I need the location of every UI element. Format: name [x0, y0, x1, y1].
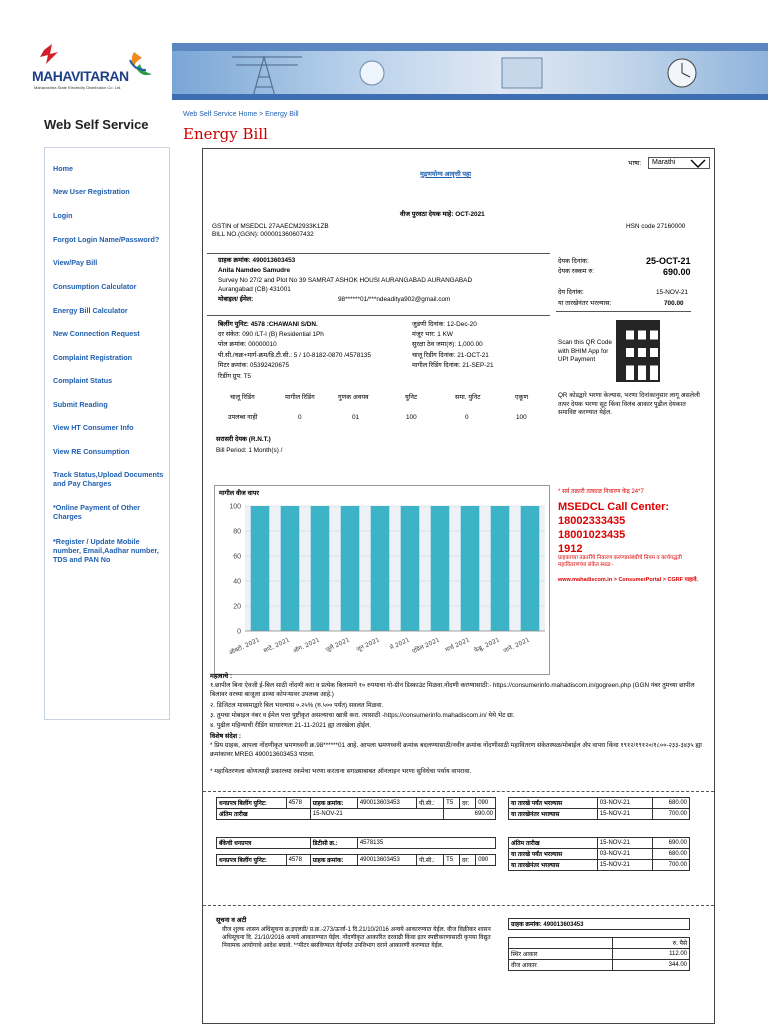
stub-unit-value: 4578 [286, 798, 310, 809]
reading-value-units: 100 [406, 414, 417, 421]
fixed-charge-value: 112.00 [612, 949, 689, 960]
consumption-bar-chart [215, 498, 551, 674]
fixed-charge-label: स्थिर आकार [509, 949, 613, 960]
sidebar-nav [44, 147, 170, 720]
charges-unit-header: रु. पैसे [612, 938, 689, 949]
bill-month: वीज पुरवठा देयक माहे: OCT-2021 [400, 211, 485, 218]
stub2-tariff-value: 090 [476, 855, 496, 866]
tariff-code: दर संकेत: 090 /LT-I (B) Residential 1Ph [218, 331, 324, 338]
gstin: GSTIN of MSEDCL 27AAECM2933K1ZB [212, 223, 329, 230]
y-tick-label: 100 [229, 503, 241, 511]
bill-period: Bill Period: 1 Month(s) / [216, 447, 283, 454]
helpline-phone-3[interactable]: 1912 [558, 543, 583, 555]
special-message-1: * प्रिय ग्राहक, आपला नोंदणीकृत भ्रमणध्वनी क्र.98******01 आहे. आपला भ्रमणध्वनी क्रमांक बदलण्यासाठी/नवीन क्रमांक नोंदणीसाठी महावितरण संकेतस्थळ/मोबाईल ॲप वापरा किंवा १९१२/१९१२०/१८००-२३३-३४३५ ह्या क्रमांकावर MREG 490013603453 पाठवा. [210, 742, 702, 758]
language-select-value: Marathi [652, 159, 676, 166]
table-row [217, 838, 496, 849]
stub-before-date: 03-NOV-21 [597, 798, 652, 809]
table-row [217, 798, 496, 809]
reading-value-total: 100 [516, 414, 527, 421]
table-row [509, 849, 690, 860]
energy-charge-label: वीज आकार [509, 960, 613, 971]
table-row [509, 949, 690, 960]
sidebar-item-register-update-mobile[interactable]: *Register / Update Mobile number, Email,Aadhar number, TDS and PAN No [53, 537, 159, 564]
mahavitaran-logo[interactable] [30, 42, 170, 102]
bank-stub-label: बँकेची धनप्रपत्र [217, 838, 311, 849]
notice-title: सूचना व अटी [216, 917, 247, 924]
reading-header-total: एकूण [515, 394, 529, 401]
reading-header-adj-units: समा. युनिट [455, 394, 481, 401]
helpline-phone-1[interactable]: 18002333435 [558, 515, 626, 527]
special-message-2: * महावितरणला कोणत्याही प्रकारच्या रकमेचा भरणा करताना सगळ्याबाबत ऑनलाइन भरणा सुविधेचा पर्याय वापरावा. [210, 768, 472, 775]
header-banner-image [172, 43, 768, 100]
sidebar-item-view-re-consumption[interactable]: View RE Consumption [53, 447, 130, 456]
average-bill-label: सरासरी देयक (R.N.T.) [216, 436, 271, 443]
upi-qr-code[interactable] [616, 320, 660, 382]
x-tick-label: मे 2021 [389, 636, 411, 652]
note-4: ४. पुढील महिन्याची रीडिंग साधारणतः 21-11-2021 ह्या तारखेला होईल. [210, 722, 371, 729]
stub-last-date-label: अंतिम तारीख [217, 809, 311, 820]
helpline-top: * सर्व तक्रारी तत्काळ निवारण केंद्र 24*7 [558, 489, 644, 495]
reading-header-current: चालू रिडिंग [230, 394, 255, 401]
stub-after-label: या तारखेनंतर भरल्यास [509, 809, 598, 820]
stub2-tariff-label: दर: [459, 855, 475, 866]
stub2-unit-value: 4578 [286, 855, 310, 866]
stub-last-date-amount: 690.00 [444, 809, 496, 820]
stub2-pc-value: T5 [444, 855, 460, 866]
sidebar-item-submit-reading[interactable]: Submit Reading [53, 400, 108, 409]
stub-unit-label: धनप्रपत्र बिलींग युनिट: [217, 798, 287, 809]
bill-date-label: देयक दिनांक: [558, 258, 589, 265]
table-row [509, 938, 690, 949]
table-row [217, 855, 496, 866]
consumption-bar [431, 506, 450, 631]
x-tick-label: जून 2021 [355, 636, 381, 654]
sidebar-item-view-ht-consumer-info[interactable]: View HT Consumer Info [53, 423, 134, 432]
after-due-amount: 700.00 [664, 300, 684, 307]
security-deposit: सुरक्षा ठेव जमा(रु): 1,000.00 [412, 341, 483, 348]
dtc-value: 4578135 [357, 838, 495, 849]
stub2-pc-label: पी.सी.: [417, 855, 444, 866]
stub2-last-amount: 690.00 [653, 838, 690, 849]
table-row [509, 838, 690, 849]
special-message-label: विशेष संदेश : [210, 733, 241, 740]
mobile-email-value: 98******01/***ndeaditya902@gmail.com [338, 296, 451, 303]
billing-unit: बिलींग युनिट: 4578 :CHAWANI S/DN. [218, 321, 318, 328]
charges-table [508, 918, 690, 971]
after-due-label: या तारखेनंतर भरल्यास: [558, 300, 612, 307]
helpline-url[interactable]: www.mahadiscom.in > ConsumerPortal > CGRF पाहावे. [558, 577, 699, 583]
chart-title: मागील वीज वापर [219, 490, 260, 497]
consumption-bar [401, 506, 420, 631]
y-tick-label: 0 [237, 628, 241, 636]
x-tick-label: एप्रिल 2021 [411, 636, 441, 656]
logo-wordmark: MAHAVITARAN [32, 68, 129, 84]
stub2-after-label: या तारखेनंतर भरल्यास [509, 860, 598, 871]
table-row [509, 919, 690, 930]
mobile-email-label: मोबाइल/ ईमेल: [218, 296, 254, 303]
site-header [0, 0, 768, 106]
y-tick-label: 20 [233, 603, 241, 611]
consumption-bar [491, 506, 510, 631]
consumption-bar [371, 506, 390, 631]
sidebar-item-complaint-status[interactable]: Complaint Status [53, 376, 113, 385]
table-row [509, 860, 690, 871]
stub2-unit-label: धनप्रपत्र बिलींग युनिट: [217, 855, 287, 866]
sidebar-item-login[interactable]: Login [53, 211, 73, 220]
payment-stub-2 [216, 837, 496, 866]
energy-charge-value: 344.00 [612, 960, 689, 971]
reading-value-previous: 0 [298, 414, 302, 421]
payment-stub-1-right [508, 797, 690, 820]
stub-before-amount: 680.00 [653, 798, 690, 809]
reading-group: रिडींग ग्रुप: T5 [218, 373, 251, 380]
stub2-after-date: 15-NOV-21 [597, 860, 652, 871]
reading-header-units: युनिट [405, 394, 418, 401]
payment-stub-2-right [508, 837, 690, 871]
x-tick-label: ऑक्टो. 2021 [227, 636, 261, 657]
web-self-service-title: Web Self Service [44, 117, 149, 132]
sidebar-item-home[interactable]: Home [53, 164, 73, 173]
note-3: ३. तुमचा मोबाइल नंबर व ईमेल पत्ता पुष्टीकृत असल्याचा खात्री करा. त्यासाठी -https://consumerinfo.mahadiscom.in/ येथे भेट द्या. [210, 712, 515, 719]
charges-consumer-number: ग्राहक क्रमांक: 490013603453 [509, 919, 690, 930]
consumption-bar [251, 506, 270, 631]
hsn-code: HSN code 27160000 [626, 223, 686, 230]
bill-amount-label: देयक रक्कम रु: [558, 268, 594, 275]
note-2: २. डिजिटल माध्यमाद्वारे बिल भरल्यास ०.२५% (रु.५०० पर्यंत) सवलत मिळवा. [210, 702, 384, 709]
stub2-after-amount: 700.00 [653, 860, 690, 871]
important-label: महत्वाचे : [210, 673, 233, 680]
bill-date: 25-OCT-21 [646, 256, 691, 266]
qr-note: QR कोडद्वारे भरणा केल्यास, भरणा दिनांकानुसार लागू असलेली तत्पर देयक भरणा सूट किंवा विलंब आकार पुढील देयकात समाविष्ट करण्यात येईल. [558, 392, 700, 416]
consumer-number: ग्राहक क्रमांक: 490013603453 [218, 257, 296, 264]
consumption-bar [461, 506, 480, 631]
sidebar-item-view-pay-bill[interactable]: View/Pay Bill [53, 258, 98, 267]
qr-instructions: Scan this QR Code with BHIM App for UPI Payment [558, 339, 612, 363]
bill-amount: 690.00 [663, 267, 691, 277]
reading-value-current: उपलब्ध नाही [228, 414, 258, 421]
consumption-chart [214, 485, 550, 675]
connection-date: जुडणी दिनांक: 12-Dec-20 [412, 321, 477, 328]
sidebar-item-new-connection-request[interactable]: New Connection Request [53, 329, 140, 338]
stub2-last-label: अंतिम तारीख [509, 838, 598, 849]
x-tick-label: फेब्रु. 2021 [473, 636, 501, 655]
sidebar-item-energy-bill-calculator[interactable]: Energy Bill Calculator [53, 306, 128, 315]
stub2-before-label: या तारखे पर्यंत भरल्यास [509, 849, 598, 860]
language-label: भाषा: [628, 160, 642, 167]
reading-value-multiplier: 01 [352, 414, 360, 421]
due-date: 15-NOV-21 [656, 289, 688, 296]
sidebar-item-track-status[interactable]: Track Status,Upload Documents and Pay Charges [53, 470, 164, 488]
table-row [509, 809, 690, 820]
note-1: १.छापील बिना ऐवजी ई-बिल साठी नोंदणी करा व प्रत्येक बिलामागे १० रुपयाचा गो-ग्रीन डिस्काउंट मिळवा.नोंदणी करण्यासाठी:- https://consumerinfo.mahadiscom.in/gogreen.php (GGN नंबर तुमच्या छापील बिलावर वरच्या बाजूला डाव्या कोपऱ्यावर उपलब्ध आहे.) [210, 682, 695, 698]
sidebar-item-new-user-registration[interactable]: New User Registration [53, 187, 130, 196]
x-tick-label: जुलै 2021 [324, 636, 351, 654]
helpline-note: ग्राहकाच्या तक्रारींचे निवारण करण्यासंबंधीचे नियम व कार्यपद्धती महावितरणच्या संकेत स्थळ:- [558, 555, 682, 569]
sidebar-item-online-payment-other-charges[interactable]: *Online Payment of Other Charges [53, 503, 141, 521]
payment-stub-1 [216, 797, 496, 820]
x-tick-label: सप्टे. 2021 [262, 636, 291, 655]
notice-text: वीज शुल्क शासन अधिसूचना क्र.इएलडी/ प्र.क्र.-273/ऊर्जा-1 दि.21/10/2016 अन्वये आकारण्यात येईल. वीज विक्रीकर शासन अधिसूचना दि. 21/10/2016 अन्वये आकारण्यात येईल. नोंदणीकृत आकारित दरवाढी किंवा इतर स्पष्टीकरणासाठी कृपया विद्युत नियामक आयोगाचे आदेश बघावे. **मीटर बसविण्यात येईपर्यंत उपविभाग दराने आकारणी करण्यात येईल. [222, 927, 491, 950]
language-select[interactable] [648, 157, 710, 169]
consumer-address-line1: Survey No 27/2 and Plot No 39 SAMRAT ASHOK HOUSI AURANGABAD AURANGABAD [218, 277, 473, 284]
x-tick-label: मार्च 2021 [444, 636, 471, 654]
reading-header-previous: मागील रिडिंग [285, 394, 315, 401]
consumer-address-line2: Aurangabad (CB) 431001 [218, 286, 291, 293]
x-tick-label: जाने. 2021 [502, 636, 531, 655]
y-tick-label: 60 [233, 553, 241, 561]
sidebar-item-forgot-login[interactable]: Forgot Login Name/Password? [53, 235, 160, 244]
call-center-label: MSEDCL Call Center: [558, 501, 670, 513]
helpline-phone-2[interactable]: 18001023435 [558, 529, 626, 541]
stub-pc-label: पी.सी.: [417, 798, 444, 809]
stub-pc-value: T5 [444, 798, 460, 809]
bill-number: BILL NO.(GGN): 000001360607432 [212, 231, 314, 238]
chevron-down-icon [689, 159, 707, 168]
sidebar-item-complaint-registration[interactable]: Complaint Registration [53, 353, 133, 362]
stub2-last-date: 15-NOV-21 [597, 838, 652, 849]
stub-tariff-value: 090 [476, 798, 496, 809]
table-row [509, 798, 690, 809]
breadcrumb[interactable]: Web Self Service Home > Energy Bill [183, 111, 299, 118]
pole-number: पोल क्रमांक: 00000010 [218, 341, 277, 348]
table-row [509, 960, 690, 971]
stub-last-date-value: 15-NOV-21 [310, 809, 443, 820]
x-tick-label: ऑग. 2021 [291, 636, 321, 655]
y-tick-label: 40 [233, 578, 241, 586]
stub2-consumer-value: 490013603453 [357, 855, 416, 866]
stub-tariff-label: दर: [459, 798, 475, 809]
stub-consumer-label: ग्राहक क्रमांक: [310, 798, 357, 809]
sidebar-item-consumption-calculator[interactable]: Consumption Calculator [53, 282, 137, 291]
logo-subtext: Maharashtra State Electricity Distribution Co. Ltd. [34, 85, 122, 90]
stub-before-label: या तारखे पर्यंत भरल्यास [509, 798, 598, 809]
stub2-consumer-label: ग्राहक क्रमांक: [310, 855, 357, 866]
print-version-link[interactable]: मुद्रणयोग्य आवृत्ती पहा [420, 171, 472, 178]
dtc-label: डिटीसी क्र.: [310, 838, 357, 849]
consumption-bar [521, 506, 540, 631]
current-reading-date: चालू रिडींग दिनांक: 21-OCT-21 [412, 352, 489, 359]
reading-value-adj-units: 0 [465, 414, 469, 421]
stub2-before-amount: 680.00 [653, 849, 690, 860]
stub2-before-date: 03-NOV-21 [597, 849, 652, 860]
consumption-bar [311, 506, 330, 631]
y-tick-label: 80 [233, 528, 241, 536]
page-title: Energy Bill [183, 125, 268, 143]
stub-consumer-value: 490013603453 [357, 798, 416, 809]
sanctioned-load: मंजूर भार: 1 KW [412, 331, 453, 338]
previous-reading-date: मागील रिडिंग दिनांक: 21-SEP-21 [412, 362, 494, 369]
due-date-label: देय दिनांक: [558, 289, 584, 296]
consumption-bar [281, 506, 300, 631]
consumer-name: Anita Namdeo Samudre [218, 267, 291, 274]
table-row [217, 809, 496, 820]
meter-number: मिटर क्रमांक: 05392420675 [218, 362, 290, 369]
stub-after-date: 15-NOV-21 [597, 809, 652, 820]
route-dtc: पी.सी./चक्र+मार्ग-क्रम/डि.टी.सी.: 5 / 10-8182-0870 /4578135 [218, 352, 371, 359]
stub-after-amount: 700.00 [653, 809, 690, 820]
consumption-bar [341, 506, 360, 631]
reading-header-multiplier: गुणक अवयव [338, 394, 369, 401]
